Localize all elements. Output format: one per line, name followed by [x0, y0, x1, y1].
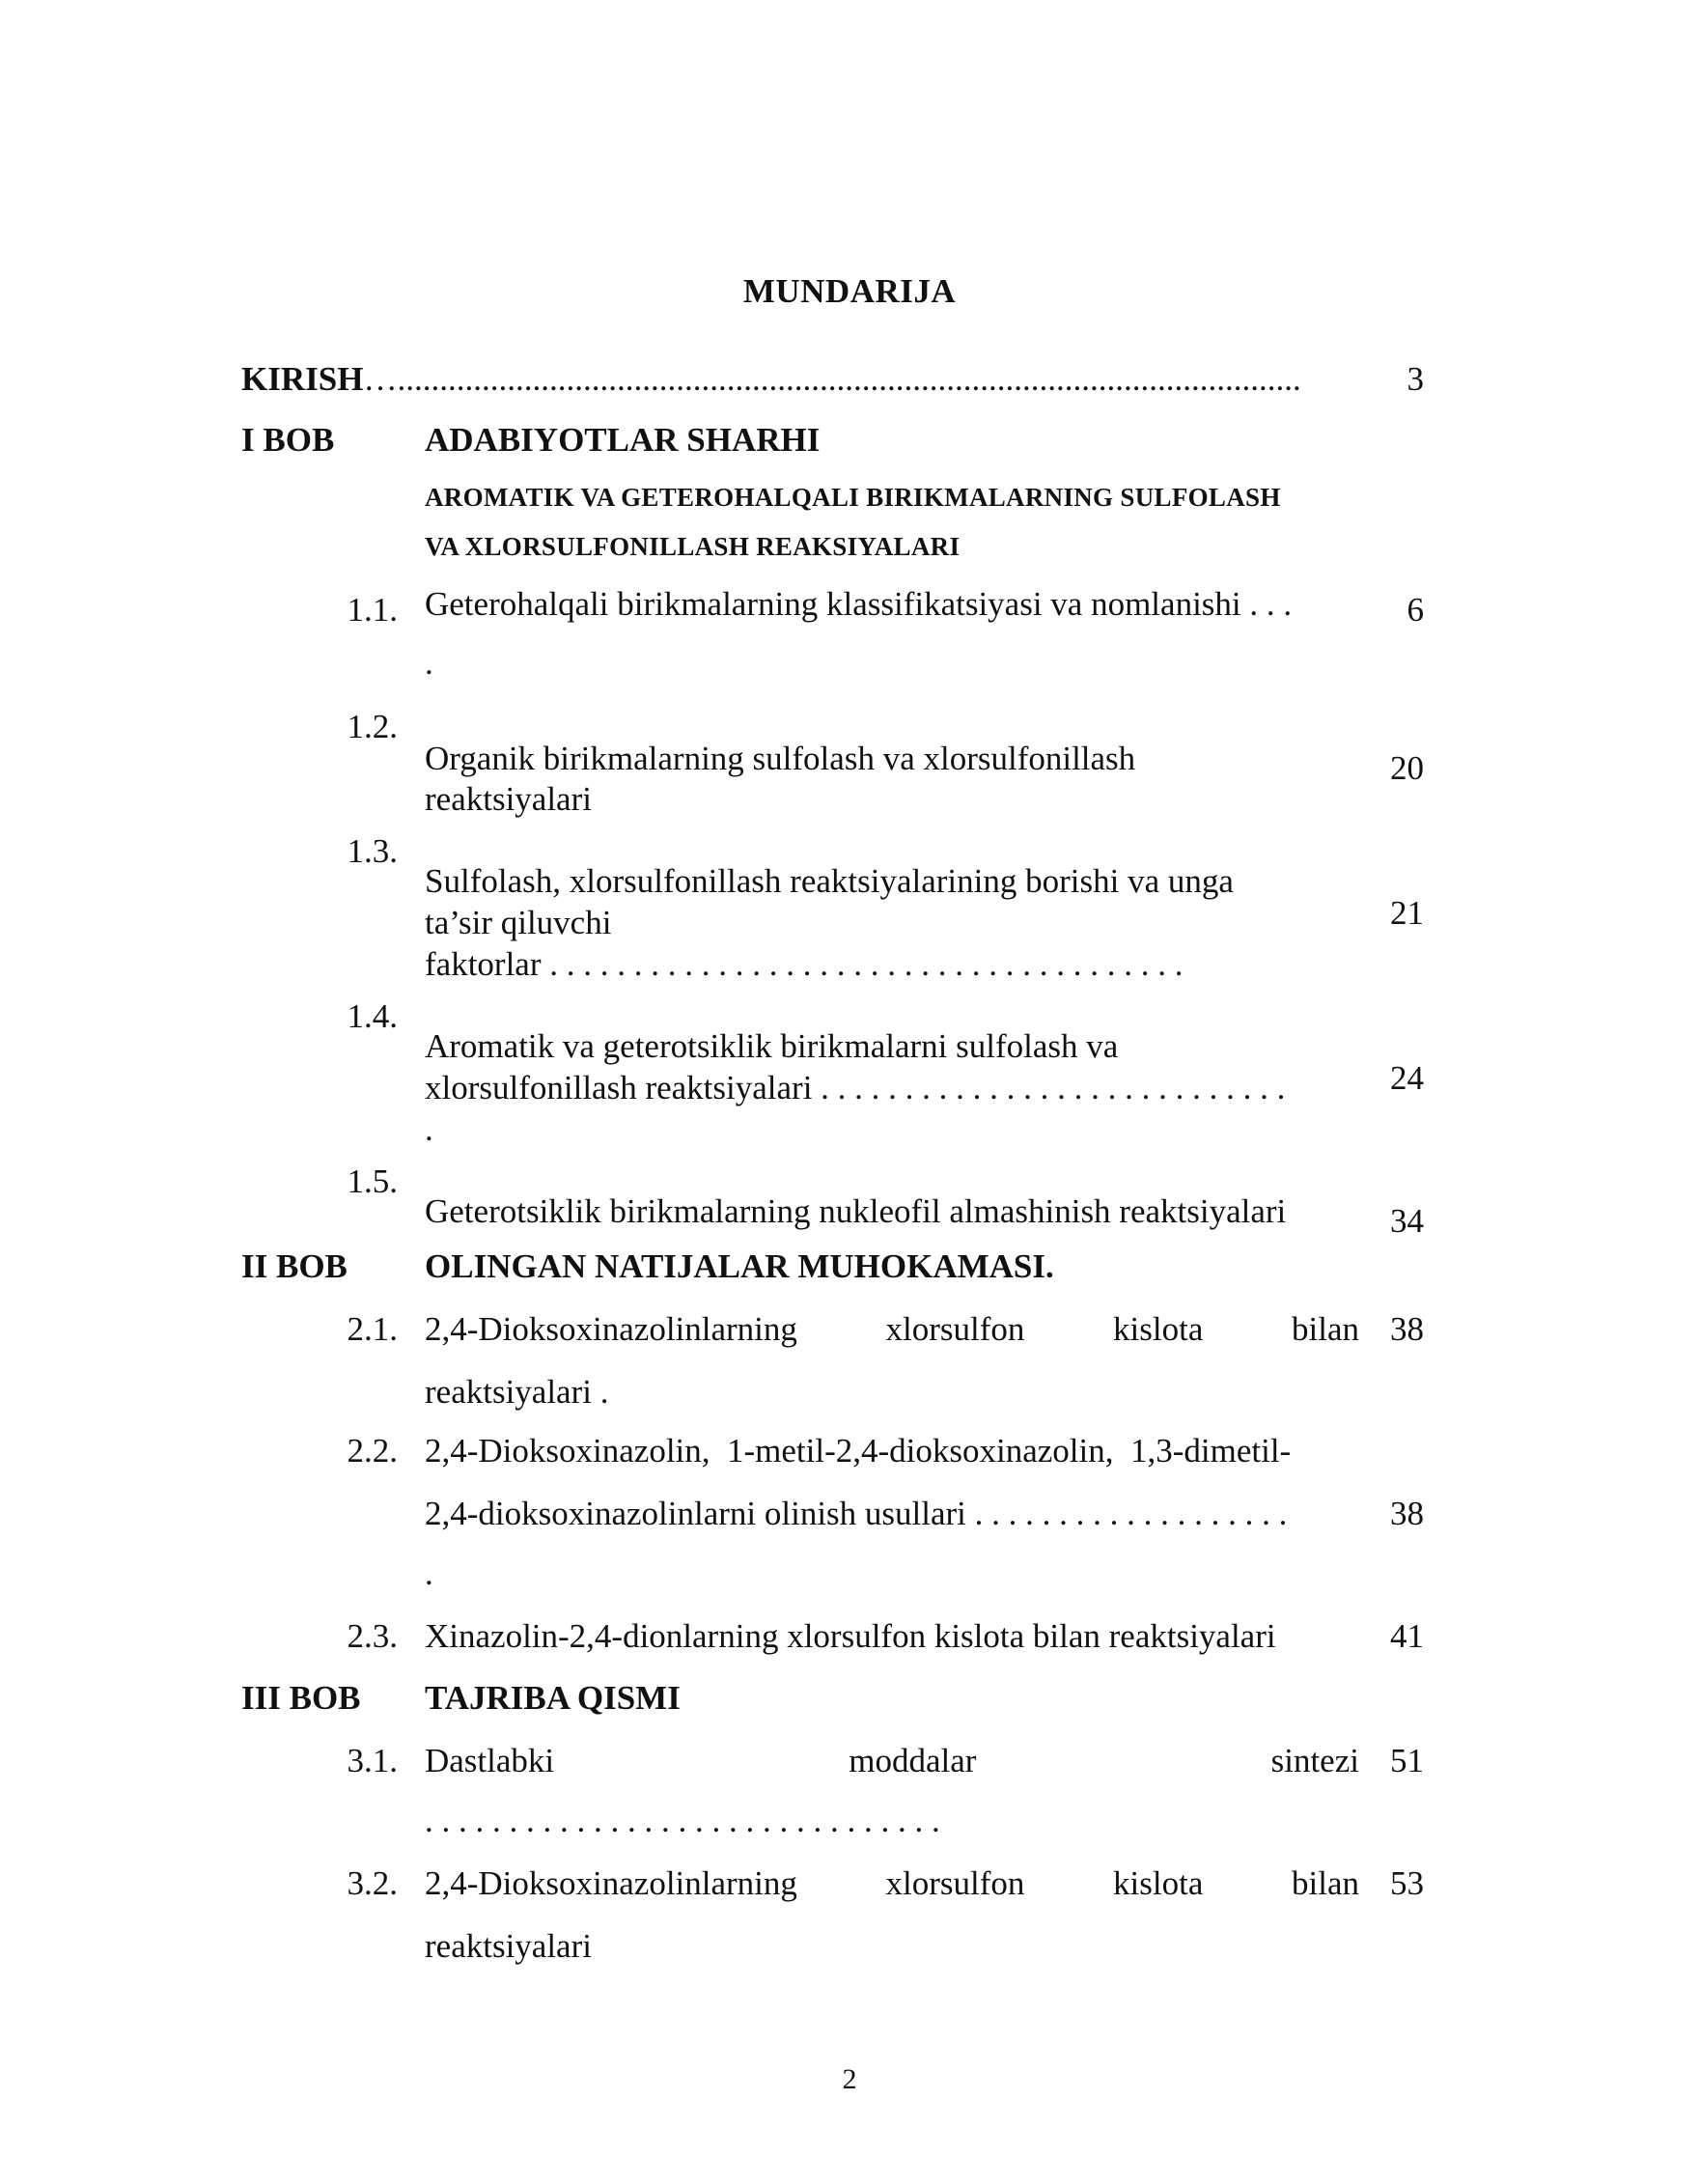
- section-title-continuation: xlorsulfonillash reaktsiyalari . . . . . . . . . . . . . . . . . . . . . . . . . . . .: [425, 1069, 1286, 1106]
- section-number: 3.2.: [347, 1864, 398, 1902]
- section-title-line[interactable]: [425, 1864, 1359, 1903]
- page-number: 2: [842, 2063, 857, 2095]
- section-page: 53: [1390, 1864, 1424, 1902]
- intro-label: KIRISH: [241, 360, 364, 398]
- word: bilan: [1292, 1864, 1359, 1902]
- chapter-2-label: II BOB: [241, 1247, 348, 1285]
- section-page: 41: [1390, 1617, 1424, 1655]
- word: xlorsulfon: [885, 1310, 1025, 1348]
- word: sintezi: [1270, 1742, 1359, 1779]
- section-page: 6: [1407, 591, 1424, 629]
- page-title: MUNDARIJA: [742, 272, 957, 310]
- section-title-line[interactable]: [425, 1742, 1359, 1780]
- section-title-line[interactable]: Geterotsiklik birikmalarning nukleofil almashinish reaktsiyalari: [425, 1192, 1287, 1230]
- section-number: 1.3.: [347, 832, 398, 870]
- section-title-line[interactable]: Organik birikmalarning sulfolash va xlorsulfonillash: [425, 740, 1136, 777]
- section-number: 1.5.: [347, 1162, 398, 1200]
- section-title-continuation: ta’sir qiluvchi: [425, 904, 612, 941]
- section-number: 3.1.: [347, 1742, 398, 1779]
- section-number: 2.2.: [347, 1432, 398, 1470]
- section-page: 21: [1390, 894, 1424, 932]
- section-title-continuation: . . . . . . . . . . . . . . . . . . . . . . . . . . . . . . .: [425, 1802, 940, 1839]
- chapter-3-title[interactable]: TAJRIBA QISMI: [425, 1679, 681, 1717]
- section-number: 2.3.: [347, 1617, 398, 1655]
- chapter-3-label: III BOB: [241, 1679, 361, 1717]
- section-title-line[interactable]: Aromatik va geterotsiklik birikmalarni sulfolash va: [425, 1027, 1119, 1065]
- section-title-continuation: .: [425, 1110, 433, 1148]
- chapter-1-title[interactable]: ADABIYOTLAR SHARHI: [425, 421, 821, 459]
- section-title-continuation: faktorlar . . . . . . . . . . . . . . . . . . . . . . . . . . . . . . . . . . . . . .: [425, 945, 1184, 983]
- chapter-2-title[interactable]: OLINGAN NATIJALAR MUHOKAMASI.: [425, 1247, 1054, 1285]
- section-title-continuation: .: [425, 644, 433, 682]
- intro-page: 3: [1407, 360, 1424, 398]
- word: kislota: [1113, 1310, 1204, 1348]
- chapter-1-label: I BOB: [241, 421, 335, 459]
- section-title-line[interactable]: 2,4-Dioksoxinazolin, 1-metil-2,4-dioksoxinazolin, 1,3-dimetil-: [425, 1432, 1292, 1470]
- word: 2,4-Dioksoxinazolinlarning: [425, 1864, 797, 1902]
- section-number: 1.2.: [347, 708, 398, 745]
- section-page: 38: [1390, 1495, 1424, 1532]
- section-title-continuation: 2,4-dioksoxinazolinlarni olinish usullari . . . . . . . . . . . . . . . . . . .: [425, 1495, 1288, 1532]
- word: moddalar: [849, 1742, 977, 1779]
- word: kislota: [1113, 1864, 1204, 1902]
- word: bilan: [1292, 1310, 1359, 1348]
- section-title-continuation: reaktsiyalari: [425, 1927, 592, 1965]
- chapter-1-subtitle-line2: VA XLORSULFONILLASH REAKSIYALARI: [425, 532, 961, 561]
- section-page: 34: [1390, 1202, 1424, 1240]
- section-page: 38: [1390, 1310, 1424, 1348]
- section-title-line[interactable]: Xinazolin-2,4-dionlarning xlorsulfon kislota bilan reaktsiyalari: [425, 1617, 1276, 1655]
- section-number: 1.4.: [347, 997, 398, 1035]
- word: 2,4-Dioksoxinazolinlarning: [425, 1310, 797, 1348]
- toc-entry-intro[interactable]: [241, 360, 1356, 399]
- section-title-continuation: reaktsiyalari: [425, 780, 592, 818]
- section-title-line[interactable]: Sulfolash, xlorsulfonillash reaktsiyalarining borishi va unga: [425, 862, 1234, 900]
- section-title-line[interactable]: Geterohalqali birikmalarning klassifikatsiyasi va nomlanishi . . .: [425, 585, 1293, 623]
- section-page: 24: [1390, 1059, 1424, 1097]
- word: xlorsulfon: [885, 1864, 1025, 1902]
- word: Dastlabki: [425, 1742, 555, 1779]
- section-page: 20: [1390, 749, 1424, 787]
- intro-leader: …...........................................................................................................: [363, 360, 1301, 398]
- chapter-1-subtitle-line1: AROMATIK VA GETEROHALQALI BIRIKMALARNING SULFOLASH: [425, 483, 1281, 512]
- section-title-line[interactable]: [425, 1310, 1359, 1349]
- section-number: 1.1.: [347, 591, 398, 629]
- section-page: 51: [1390, 1742, 1424, 1779]
- section-number: 2.1.: [347, 1310, 398, 1348]
- section-title-continuation: reaktsiyalari .: [425, 1373, 609, 1411]
- section-title-continuation: .: [425, 1554, 433, 1592]
